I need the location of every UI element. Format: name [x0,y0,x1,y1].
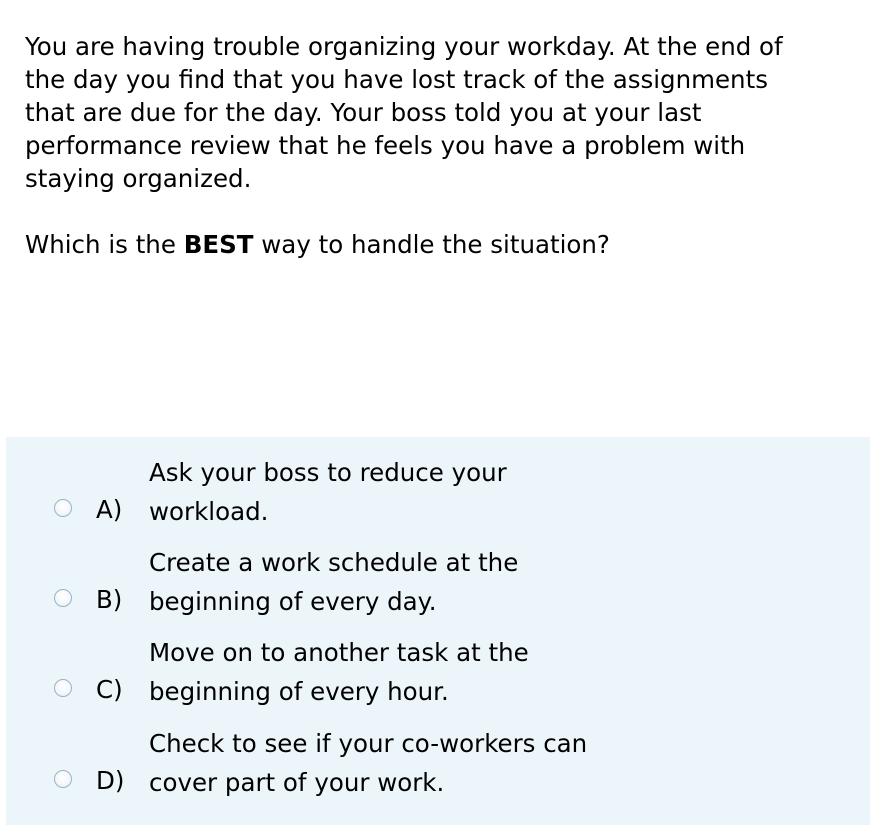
prompt-emphasis: BEST [183,230,254,259]
radio-button-b[interactable] [54,589,72,607]
option-text-line: beginning of every day. [149,587,437,616]
option-text [149,724,709,802]
option-text-line: workload. [149,497,269,526]
option-text-line: Check to see if your co-workers can [149,729,588,758]
option-letter: C) [96,675,123,704]
radio-button-c[interactable] [54,679,72,697]
option-text [149,453,709,531]
prompt-text-after: way to handle the situation? [253,230,610,259]
answer-option-a[interactable] [6,453,870,533]
scenario-line: staying organized. [25,164,252,193]
option-text-line: Ask your boss to reduce your [149,458,507,487]
answer-option-b[interactable] [6,543,870,623]
scenario-line: that are due for the day. Your boss told you at your last [25,98,702,127]
option-text-line: cover part of your work. [149,768,445,797]
answer-option-c[interactable] [6,633,870,713]
prompt-text-before: Which is the [25,230,184,259]
option-letter: B) [96,585,123,614]
option-letter: A) [96,495,123,524]
radio-button-d[interactable] [54,770,72,788]
option-text [149,543,709,621]
scenario-line: performance review that he feels you have a problem with [25,131,746,160]
radio-button-a[interactable] [54,499,72,517]
option-text-line: Move on to another task at the [149,638,529,667]
scenario-line: the day you find that you have lost track of the assignments [25,65,768,94]
answer-choices [6,437,870,825]
option-text [149,633,709,711]
option-text-line: beginning of every hour. [149,677,449,706]
option-letter: D) [96,766,125,795]
answer-option-d[interactable] [6,724,870,804]
question-scenario [25,30,855,195]
option-text-line: Create a work schedule at the [149,548,519,577]
question-prompt [25,228,855,261]
question-stem [25,30,855,261]
scenario-line: You are having trouble organizing your workday. At the end of [25,32,783,61]
